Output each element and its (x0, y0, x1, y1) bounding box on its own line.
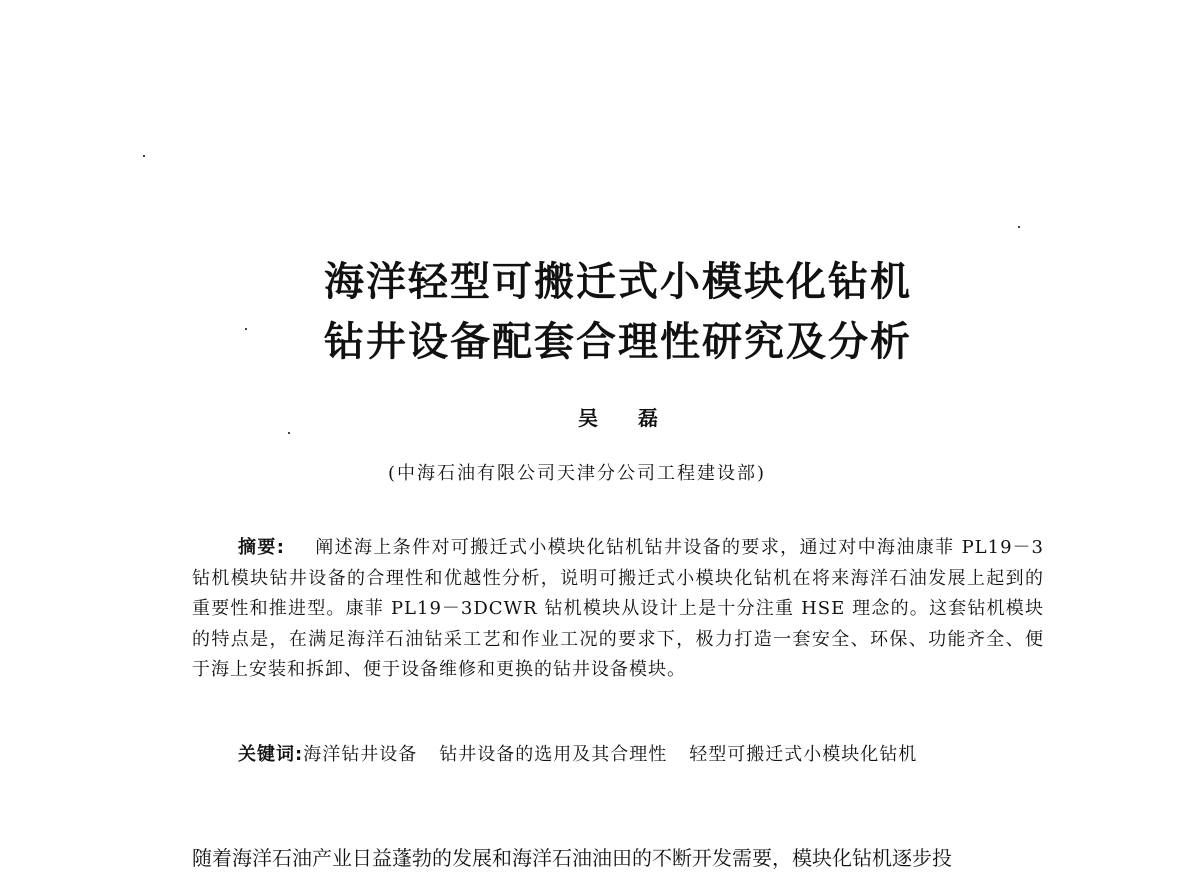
body-paragraph-first-line: 随着海洋石油产业日益蓬勃的发展和海洋石油油田的不断开发需要，模块化钻机逐步投 (192, 846, 952, 870)
abstract-text: 阐述海上条件对可搬迁式小模块化钻机钻井设备的要求，通过对中海油康菲 PL19－3 钻机模块钻井设备的合理性和优越性分析，说明可搬迁式小模块化钻机在将来海洋石油发展上起到的重要性和推进型。康菲 PL19－3DCWR 钻机模块从设计上是十分注重 HSE 理念的。这套钻机模块的特点是，在满足海洋石油钻采工艺和作业工况的要求下，极力打造一套安全、环保、功能齐全、便于海上安装和拆卸、便于设备维修和更换的钻井设备模块。 (192, 537, 1044, 680)
keyword-item: 海洋钻井设备 (303, 744, 418, 765)
author-affiliation: (中海石油有限公司天津分公司工程建设部) (388, 463, 767, 484)
scan-speck (143, 155, 145, 157)
paper-title-line-2: 钻井设备配套合理性研究及分析 (324, 319, 912, 365)
author-name: 吴磊 (578, 406, 698, 430)
keyword-item: 轻型可搬迁式小模块化钻机 (689, 744, 918, 765)
scan-speck (288, 432, 290, 434)
keywords-label: 关键词: (238, 744, 304, 765)
keywords (192, 740, 1044, 771)
scan-speck (1018, 226, 1020, 228)
abstract (192, 533, 1044, 686)
paper-title-line-1: 海洋轻型可搬迁式小模块化钻机 (324, 259, 912, 305)
abstract-label: 摘要: (238, 537, 285, 558)
keyword-item: 钻井设备的选用及其合理性 (439, 744, 668, 765)
